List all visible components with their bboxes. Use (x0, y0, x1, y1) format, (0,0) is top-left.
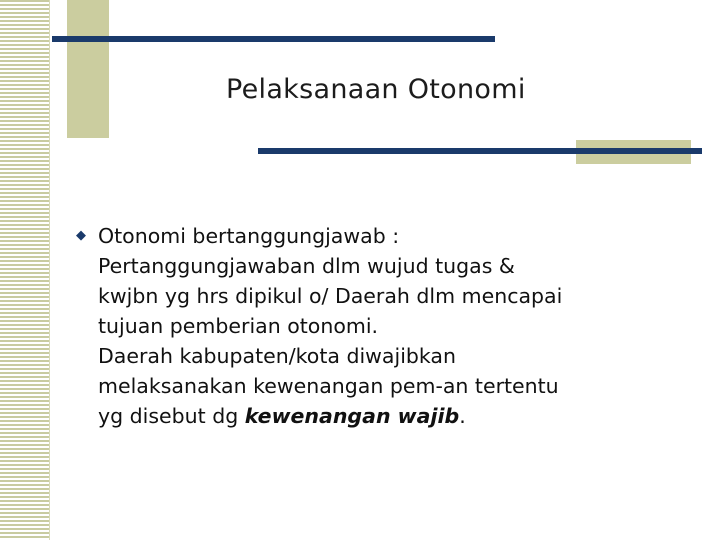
paragraph-line: melaksanakan kewenangan pem-an tertentu (98, 374, 559, 398)
slide-title: Pelaksanaan Otonomi (226, 74, 526, 105)
olive-block-top-decoration (67, 0, 109, 138)
emphasis-term: kewenangan wajib (244, 404, 460, 428)
bullet-heading: Otonomi bertanggungjawab : (98, 224, 400, 248)
diamond-bullet-icon: ◆ (76, 228, 86, 243)
paragraph-line: Daerah kabupaten/kota diwajibkan (98, 344, 456, 368)
paragraph-text: . (459, 404, 466, 428)
paragraph-text: yg disebut dg (98, 404, 245, 428)
paragraph-line: Pertanggungjawaban dlm wujud tugas & (98, 254, 515, 278)
paragraph-line-last (74, 401, 704, 431)
title-rule-bottom (258, 148, 702, 154)
bullet-item (74, 221, 704, 251)
left-stripe-decoration (0, 0, 50, 540)
slide-body (74, 221, 704, 431)
paragraph-line: kwjbn yg hrs dipikul o/ Daerah dlm mencapai (98, 284, 563, 308)
title-rule-top (52, 36, 495, 42)
paragraph-line: tujuan pemberian otonomi. (98, 314, 379, 338)
